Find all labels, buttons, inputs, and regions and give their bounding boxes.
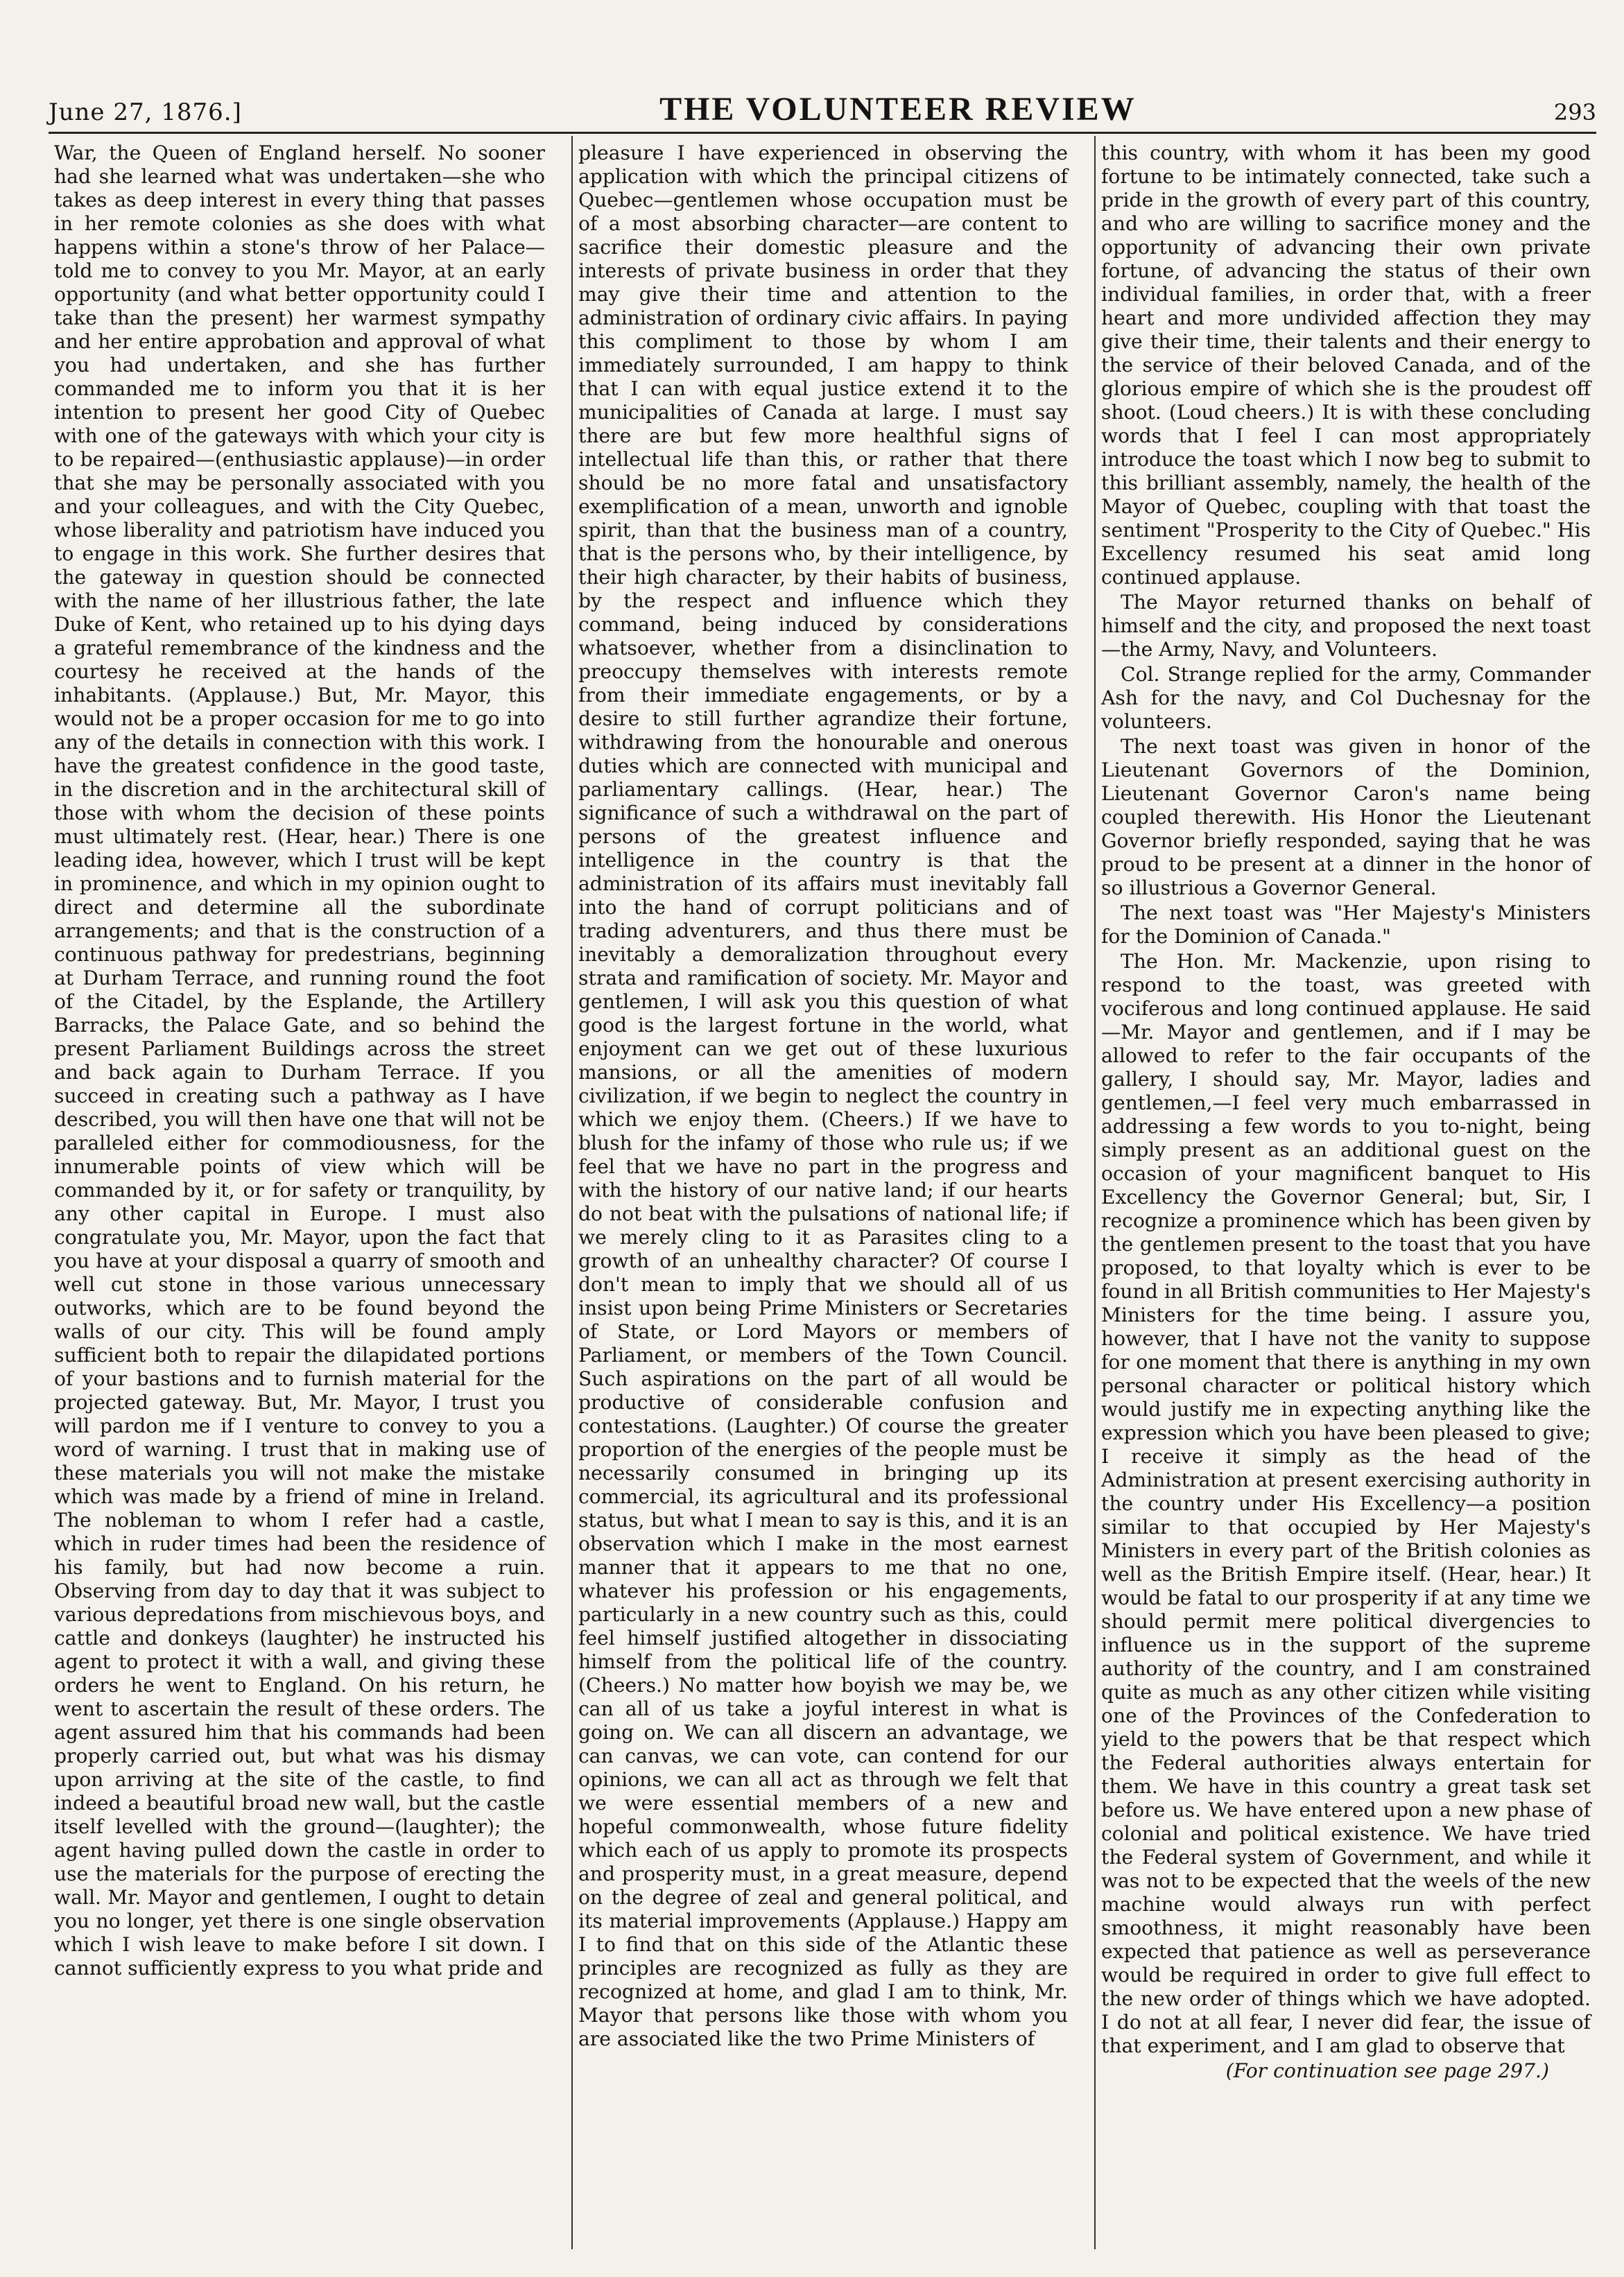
paragraph: Col. Strange replied for the army, Commander Ash for the navy, and Col Duchesnay for the volunteers.: [1101, 663, 1591, 733]
paragraph: The next toast was "Her Majesty's Ministers for the Dominion of Canada.": [1101, 901, 1591, 948]
paragraph: this country, with whom it has been my good fortune to be intimately connected, take such a pride in the growth of every part of this country, and who are willing to sacrifice money and the opportunity of advancing their own private fortune, of advancing the status of their own individual families, in order that, with a freer heart and more undivided affection they may give their time, their talents and their energy to the service of their beloved Canada, and of the glorious empire of which she is the proudest off shoot. (Loud cheers.) It is with these concluding words that I feel I can most appropriately introduce the toast which I now beg to submit to this brilliant assembly, namely, the health of the Mayor of Quebec, coupling with that toast the sentiment "Prosperity to the City of Quebec." His Excellency resumed his seat amid long continued applause.: [1101, 141, 1591, 589]
column-2: [571, 136, 1073, 2249]
issue-date: June 27, 1876.]: [49, 98, 242, 126]
page-header: [49, 90, 1596, 134]
paragraph: The next toast was given in honor of the Lieutenant Governors of the Dominion, Lieutenant Governor Caron's name being coupled therewith. His Honor the Lieutenant Governor briefly responded, saying that he was proud to be present at a dinner in the honor of so illustrious a Governor General.: [1101, 735, 1591, 899]
masthead-title: THE VOLUNTEER REVIEW: [659, 91, 1137, 128]
paragraph: The Mayor returned thanks on behalf of himself and the city, and proposed the next toast—the Army, Navy, and Volunteers.: [1101, 591, 1591, 661]
text-columns: [49, 136, 1596, 2249]
continuation-note: (For continuation see page 297.): [1225, 2059, 1549, 2082]
column-3: [1094, 136, 1596, 2249]
paragraph: The Hon. Mr. Mackenzie, upon rising to respond to the toast, was greeted with vociferous and long continued applause. He said—Mr. Mayor and gentlemen, and if I may be allowed to refer to the fair occupants of the gallery, I should say, Mr. Mayor, ladies and gentlemen,—I feel very much embarrassed in addressing a few words to you to-night, being simply present as an additional guest on the occasion of your magnificent banquet to His Excellency the Governor General; but, Sir, I recognize a prominence which has been given by the gentlemen present to the toast that you have proposed, to that loyalty which is ever to be found in all British communities to Her Majesty's Ministers for the time being. I assure you, however, that I have not the vanity to suppose for one moment that there is anything in my own personal character or political history which would justify me in expecting anything like the expression which you have been pleased to give; I receive it simply as the head of the Administration at present exercising authority in the country under His Excellency—a position similar to that occupied by Her Majesty's Ministers in every part of the British colonies as well as the British Empire itself. (Hear, hear.) It would be fatal to our prosperity if at any time we should permit mere political divergencies to influence us in the support of the supreme authority of the country, and I am constrained quite as much as any other citizen while visiting one of the Provinces of the Confederation to yield to the powers that be that respect which the Federal authorities always entertain for them. We have in this country a great task set before us. We have entered upon a new phase of colonial and political existence. We have tried the Federal system of Government, and while it was not to be expected that the weels of the new machine would always run with perfect smoothness, it might reasonably have been expected that patience as well as perseverance would be required in order to give full effect to the new order of things which we have adopted. I do not at all fear, I never did fear, the issue of that experiment, and I am glad to observe that: [1101, 950, 1591, 2057]
page-number: 293: [1553, 99, 1596, 125]
column-1: [49, 136, 551, 2249]
paragraph: War, the Queen of England herself. No sooner had she learned what was undertaken—she who takes as deep interest in every thing that passes in her remote colonies as she does with what happens within a stone's throw of her Palace—told me to convey to you Mr. Mayor, at an early opportunity (and what better opportunity could I take than the present) her warmest sympathy and her entire approbation and approval of what you had undertaken, and she has further commanded me to inform you that it is her intention to present her good City of Quebec with one of the gateways with which your city is to be repaired—(enthusiastic applause)—in order that she may be personally associated with you and your colleagues, and with the City Quebec, whose liberality and patriotism have induced you to engage in this work. She further desires that the gateway in question should be connected with the name of her illustrious father, the late Duke of Kent, who retained up to his dying days a grateful remembrance of the kindness and the courtesy he received at the hands of the inhabitants. (Applause.) But, Mr. Mayor, this would not be a proper occasion for me to go into any of the details in connection with this work. I have the greatest confidence in the good taste, in the discretion and in the architectural skill of those with whom the decision of these points must ultimately rest. (Hear, hear.) There is one leading idea, however, which I trust will be kept in prominence, and which in my opinion ought to direct and determine all the subordinate arrangements; and that is the construction of a continuous pathway for predestrians, beginning at Durham Terrace, and running round the foot of the Citadel, by the Esplande, the Artillery Barracks, the Palace Gate, and so behind the present Parliament Buildings across the street and back again to Durham Terrace. If you succeed in creating such a pathway as I have described, you will then have one that will not be paralleled either for commodiousness, for the innumerable points of view which will be commanded by it, or for safety or tranquility, by any other capital in Europe. I must also congratulate you, Mr. Mayor, upon the fact that you have at your disposal a quarry of smooth and well cut stone in those various unnecessary outworks, which are to be found beyond the walls of our city. This will be found amply sufficient both to repair the dilapidated portions of your bastions and to furnish material for the projected gateway. But, Mr. Mayor, I trust you will pardon me if I venture to convey to you a word of warning. I trust that in making use of these materials you will not make the mistake which was made by a friend of mine in Ireland. The nobleman to whom I refer had a castle, which in ruder times had been the residence of his family, but had now become a ruin. Observing from day to day that it was subject to various depredations from mischievous boys, and cattle and donkeys (laughter) he instructed his agent to protect it with a wall, and giving these orders he went to England. On his return, he went to ascertain the result of these orders. The agent assured him that his commands had been properly carried out, but what was his dismay upon arriving at the site of the castle, to find indeed a beautiful broad new wall, but the castle itself levelled with the ground—(laughter); the agent having pulled down the castle in order to use the materials for the purpose of erecting the wall. Mr. Mayor and gentlemen, I ought to detain you no longer, yet there is one single observation which I wish leave to make before I sit down. I cannot sufficiently express to you what pride and: [54, 141, 545, 1980]
paragraph: pleasure I have experienced in observing the application with which the principal citizens of Quebec—gentlemen whose occupation must be of a most absorbing character—are content to sacrifice their domestic pleasure and the interests of private business in order that they may give their time and attention to the administration of ordinary civic affairs. In paying this compliment to those by whom I am immediately surrounded, I am happy to think that I can with equal justice extend it to the municipalities of Canada at large. I must say there are but few more healthful signs of intellectual life than this, or rather that there should be no more fatal and unsatisfactory exemplification of a mean, unworth and ignoble spirit, than that the business man of a country, that is the persons who, by their intelligence, by their high character, by their habits of business, by the respect and influence which they command, being induced by considerations whatsoever, whether from a disinclination to preoccupy themselves with interests remote from their immediate engagements, or by a desire to still further agrandize their fortune, withdrawing from the honourable and onerous duties which are connected with municipal and parliamentary callings. (Hear, hear.) The significance of such a withdrawal on the part of persons of the greatest influence and intelligence in the country is that the administration of its affairs must inevitably fall into the hand of corrupt politicians and of trading adventurers, and thus there must be inevitably a demoralization throughout every strata and ramification of society. Mr. Mayor and gentlemen, I will ask you this question of what good is the largest fortune in the world, what enjoyment can we get out of these luxurious mansions, or all the amenities of modern civilization, if we begin to neglect the country in which we enjoy them. (Cheers.) If we have to blush for the infamy of those who rule us; if we feel that we have no part in the progress and with the history of our native land; if our hearts do not beat with the pulsations of national life; if we merely cling to it as Parasites cling to a growth of an unhealthy character? Of course I don't mean to imply that we should all of us insist upon being Prime Ministers or Secretaries of State, or Lord Mayors or members of Parliament, or members of the Town Council. Such aspirations on the part of all would be productive of considerable confusion and contestations. (Laughter.) Of course the greater proportion of the energies of the people must be necessarily consumed in bringing up its commercial, its agricultural and its professional status, but what I mean to say is this, and it is an observation which I make in the most earnest manner that it appears to me that no one, whatever his profession or his engagements, particularly in a new country such as this, could feel himself justified altogether in dissociating himself from the political life of the country. (Cheers.) No matter how boyish we may be, we can all of us take a joyful interest in what is going on. We can all discern an advantage, we can canvas, we can vote, can contend for our opinions, we can all act as through we felt that we were essential members of a new and hopeful commonwealth, whose future fidelity which each of us apply to promote its prospects and prosperity must, in a great measure, depend on the degree of zeal and general political, and its material improvements (Applause.) Happy am I to find that on this side of the Atlantic these principles are recognized as fully as they are recognized at home, and glad I am to think, Mr. Mayor that persons like those with whom you are associated like the two Prime Ministers of: [578, 141, 1068, 2050]
